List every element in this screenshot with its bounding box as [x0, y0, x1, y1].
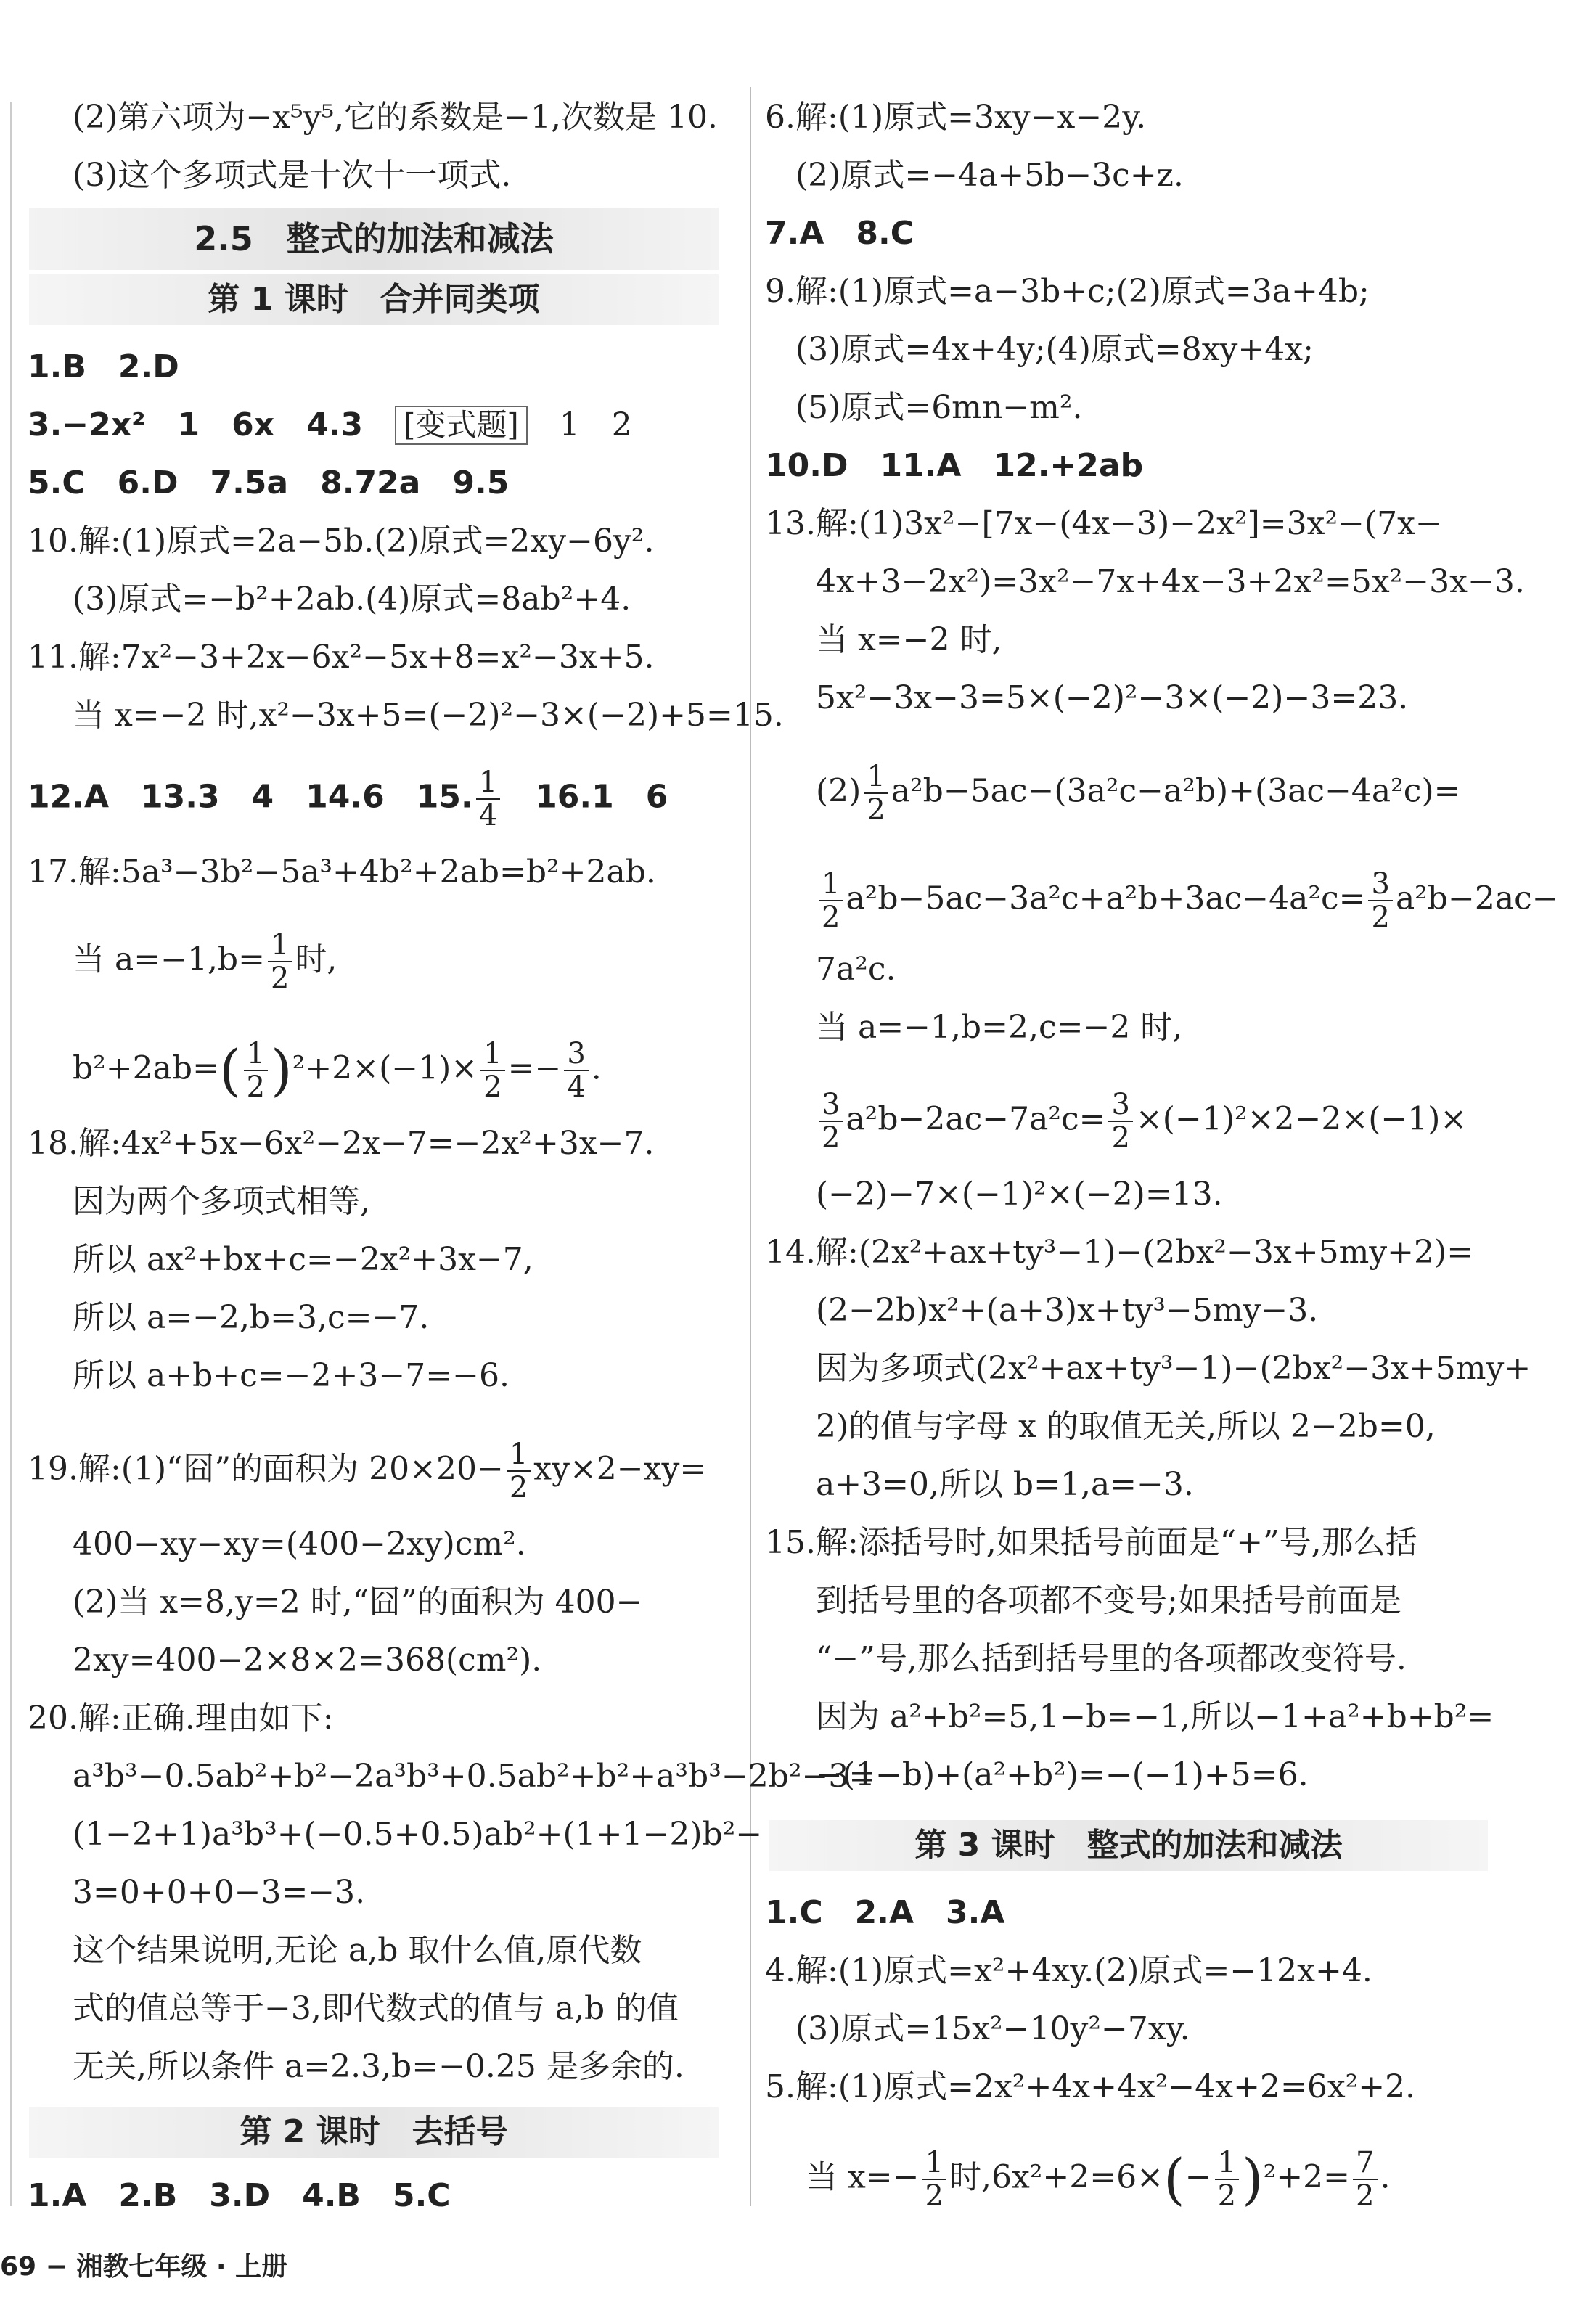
answer-line	[816, 868, 1559, 933]
answer-line: 2xy=400−2×8×2=368(cm²).	[73, 1642, 542, 1679]
answer-line: “−”号,那么括到括号里的各项都改变符号.	[816, 1640, 1407, 1677]
answer-line: 18.解:4x²+5x−6x²−2x−7=−2x²+3x−7.	[28, 1125, 655, 1162]
answer-text: 16.1 6	[503, 778, 668, 816]
answer-line: 式的值总等于−3,即代数式的值与 a,b 的值	[73, 1990, 679, 2027]
fraction	[922, 2147, 946, 2212]
answer-line: 9.解:(1)原式=a−3b+c;(2)原式=3a+4b;	[765, 273, 1370, 310]
answer-line: 1.A 2.B 3.D 4.B 5.C	[28, 2177, 451, 2214]
lesson-title: 第 3 课时 整式的加法和减法	[769, 1820, 1488, 1871]
text: .	[1380, 2158, 1391, 2196]
answer-line	[28, 404, 632, 447]
column-divider	[750, 87, 751, 2206]
fraction	[564, 1038, 588, 1103]
numerator: 1	[507, 1438, 531, 1472]
answer-text: 12.A 13.3 4 14.6 15.	[28, 778, 473, 816]
answer-line: 到括号里的各项都不变号;如果括号前面是	[816, 1582, 1401, 1619]
text-line: (2)第六项为−x⁵y⁵,它的系数是−1,次数是 10.	[73, 99, 718, 136]
denominator: 2	[509, 1471, 528, 1504]
answer-line: 2)的值与字母 x 的取值无关,所以 2−2b=0,	[816, 1408, 1436, 1445]
numerator: 3	[1368, 868, 1392, 901]
section-title: 2.5 整式的加法和减法	[29, 208, 719, 270]
text: 时,	[295, 941, 337, 978]
answer-line: (1−2+1)a³b³+(−0.5+0.5)ab²+(1+1−2)b²−	[73, 1816, 763, 1853]
fraction	[1368, 868, 1392, 933]
denominator: 2	[925, 2179, 944, 2213]
answer-line	[73, 929, 337, 994]
answer-text: 1 2	[527, 406, 632, 443]
fraction	[1353, 2147, 1377, 2212]
answer-line: 15.解:添括号时,如果括号前面是“+”号,那么括	[765, 1524, 1417, 1561]
answer-line: 当 a=−1,b=2,c=−2 时,	[816, 1009, 1183, 1046]
text: 时,6x²+2=6×	[949, 2158, 1164, 2196]
numerator: 1	[268, 929, 292, 962]
fraction	[1215, 2147, 1239, 2212]
answer-line: 10.解:(1)原式=2a−5b.(2)原式=2xy−6y².	[28, 523, 655, 560]
numerator: 1	[480, 1038, 504, 1071]
fraction	[819, 1089, 843, 1154]
variant-box: [变式题]	[395, 406, 528, 445]
numerator: 1	[864, 761, 888, 794]
answer-line: 1.B 2.D	[28, 348, 179, 385]
denominator: 2	[822, 1121, 840, 1155]
text: b²+2ab=	[73, 1049, 219, 1087]
answer-line	[73, 1038, 602, 1103]
text: 当 a=−1,b=	[73, 941, 265, 978]
answer-text: 3.−2x² 1 6x 4.3	[28, 406, 396, 443]
answer-line: (3)原式=4x+4y;(4)原式=8xy+4x;	[795, 331, 1314, 368]
answer-line: a³b³−0.5ab²+b²−2a³b³+0.5ab²+b²+a³b³−2b²−3=	[73, 1758, 876, 1795]
text: ²+2=	[1263, 2158, 1351, 2196]
fraction	[819, 868, 843, 933]
answer-line: 4.解:(1)原式=x²+4xy.(2)原式=−12x+4.	[765, 1952, 1372, 1989]
denominator: 2	[1371, 901, 1390, 934]
paren: (	[218, 1038, 241, 1102]
text: a²b−2ac−7a²c=	[846, 1100, 1106, 1138]
answer-line: 所以 a+b+c=−2+3−7=−6.	[73, 1357, 510, 1394]
numerator: 3	[819, 1089, 843, 1122]
answer-line: 17.解:5a³−3b²−5a³+4b²+2ab=b²+2ab.	[28, 853, 656, 890]
numerator: 3	[1108, 1089, 1132, 1122]
page-footer: 69 − 湘教七年级 · 上册	[0, 2252, 288, 2282]
answer-line: 当 x=−2 时,	[816, 621, 1002, 658]
numerator: 1	[244, 1038, 268, 1071]
answer-line: 7.A 8.C	[765, 215, 914, 252]
answer-line: 13.解:(1)3x²−[7x−(4x−3)−2x²]=3x²−(7x−	[765, 505, 1442, 542]
answer-line: 所以 a=−2,b=3,c=−7.	[73, 1299, 430, 1336]
denominator: 2	[1217, 2179, 1237, 2213]
answer-line: a+3=0,所以 b=1,a=−3.	[816, 1466, 1194, 1503]
answer-line: −(1−b)+(a²+b²)=−(−1)+5=6.	[816, 1756, 1309, 1793]
answer-line: 11.解:7x²−3+2x−6x²−5x+8=x²−3x+5.	[28, 639, 655, 676]
answer-line: (3)原式=−b²+2ab.(4)原式=8ab²+4.	[73, 581, 631, 618]
answer-line: (3)原式=15x²−10y²−7xy.	[795, 2010, 1190, 2047]
text: 19.解:(1)“囧”的面积为 20×20−	[28, 1450, 504, 1488]
answer-line	[816, 1089, 1467, 1154]
fraction	[476, 766, 500, 832]
denominator: 2	[483, 1070, 502, 1104]
answer-line: (−2)−7×(−1)²×(−2)=13.	[816, 1176, 1223, 1213]
text: .	[591, 1049, 602, 1087]
lesson-title: 第 1 课时 合并同类项	[29, 274, 719, 325]
answer-line: 7a²c.	[816, 951, 896, 988]
text: a²b−5ac−(3a²c−a²b)+(3ac−4a²c)=	[891, 772, 1461, 810]
answer-line: 当 x=− $\frac{1}{2}$ 时,6x²+2=6×(− $\frac{1}{2}$ )²+2= $\frac{7}{2}$ .	[806, 2146, 1391, 2213]
denominator: 2	[867, 793, 885, 827]
numerator: 7	[1353, 2147, 1377, 2180]
answer-line: 5.C 6.D 7.5a 8.72a 9.5	[28, 464, 510, 501]
text: (2)	[816, 772, 862, 810]
fraction	[268, 929, 292, 994]
answer-line: 3=0+0+0−3=−3.	[73, 1874, 366, 1911]
fraction	[480, 1038, 504, 1103]
denominator: 4	[567, 1070, 586, 1104]
answer-line: 5x²−3x−3=5×(−2)²−3×(−2)−3=23.	[816, 679, 1409, 716]
text: a²b−5ac−3a²c+a²b+3ac−4a²c=	[846, 880, 1366, 917]
denominator: 2	[1356, 2179, 1375, 2213]
fraction	[507, 1438, 531, 1504]
numerator: 1	[476, 766, 500, 800]
numerator: 1	[819, 868, 843, 901]
answer-line: 这个结果说明,无论 a,b 取什么值,原代数	[73, 1932, 642, 1969]
answer-line: 400−xy−xy=(400−2xy)cm².	[73, 1525, 526, 1562]
answer-line: 因为 a²+b²=5,1−b=−1,所以−1+a²+b+b²=	[816, 1698, 1494, 1735]
text: xy×2−xy=	[533, 1450, 707, 1488]
fraction	[244, 1038, 268, 1103]
numerator: 3	[564, 1038, 588, 1071]
answer-line: 14.解:(2x²+ax+ty³−1)−(2bx²−3x+5my+2)=	[765, 1234, 1474, 1271]
answer-line: (2−2b)x²+(a+3)x+ty³−5my−3.	[816, 1292, 1319, 1329]
text-line: (3)这个多项式是十次十一项式.	[73, 157, 512, 194]
text: ²+2×(−1)×	[292, 1049, 478, 1087]
answer-line: (2)原式=−4a+5b−3c+z.	[795, 157, 1184, 194]
answer-line: 当 x=−2 时,x²−3x+5=(−2)²−3×(−2)+5=15.	[73, 697, 784, 734]
fraction	[1108, 1089, 1132, 1154]
answer-line: (2)当 x=8,y=2 时,“囧”的面积为 400−	[73, 1584, 643, 1621]
answer-line	[28, 766, 668, 832]
fraction	[864, 761, 888, 826]
text: a²b−2ac−	[1395, 880, 1559, 917]
answer-line: 5.解:(1)原式=2x²+4x+4x²−4x+2=6x²+2.	[765, 2068, 1416, 2105]
answer-line: 1.C 2.A 3.A	[765, 1894, 1005, 1931]
paren: )	[1242, 2147, 1264, 2211]
answer-line	[816, 761, 1460, 826]
denominator: 2	[822, 901, 840, 934]
text: 当 x=−	[806, 2158, 920, 2196]
denominator: 4	[478, 799, 498, 832]
answer-line: 因为两个多项式相等,	[73, 1183, 370, 1220]
text: =−	[507, 1049, 562, 1087]
left-margin-rule	[10, 102, 12, 2206]
numerator: 1	[922, 2147, 946, 2180]
numerator: 1	[1215, 2147, 1239, 2180]
answer-line: 20.解:正确.理由如下:	[28, 1700, 334, 1737]
answer-line: 无关,所以条件 a=2.3,b=−0.25 是多余的.	[73, 2048, 684, 2085]
paren: (	[1163, 2147, 1185, 2211]
answer-line: 所以 ax²+bx+c=−2x²+3x−7,	[73, 1241, 533, 1278]
denominator: 2	[270, 962, 290, 995]
answer-line: 6.解:(1)原式=3xy−x−2y.	[765, 99, 1147, 136]
answer-line: 10.D 11.A 12.+2ab	[765, 447, 1144, 484]
answer-line: 因为多项式(2x²+ax+ty³−1)−(2bx²−3x+5my+	[816, 1350, 1531, 1387]
text: ×(−1)²×2−2×(−1)×	[1135, 1100, 1468, 1138]
answer-line: 4x+3−2x²)=3x²−7x+4x−3+2x²=5x²−3x−3.	[816, 563, 1525, 600]
answer-line	[28, 1438, 706, 1504]
denominator: 2	[246, 1070, 266, 1104]
answer-line: (5)原式=6mn−m².	[795, 389, 1083, 426]
paren: )	[271, 1038, 292, 1102]
denominator: 2	[1111, 1121, 1130, 1155]
lesson-title: 第 2 课时 去括号	[29, 2107, 719, 2158]
